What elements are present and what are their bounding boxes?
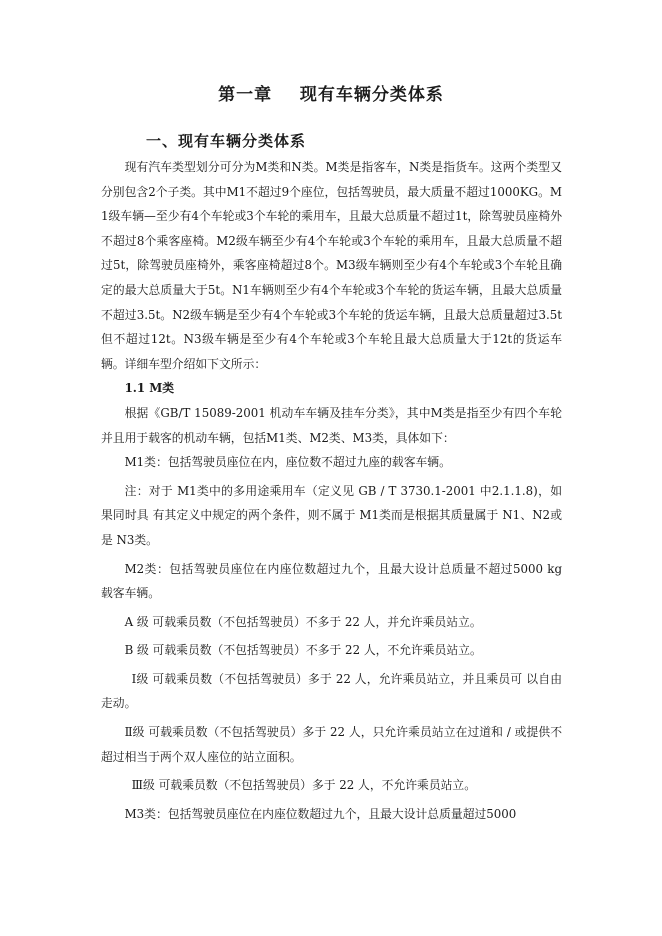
section-title: 一、现有车辆分类体系: [146, 132, 307, 150]
paragraph-class-1: Ⅰ级 可载乘员数（不包括驾驶员）多于 22 人，允许乘员站立，并且乘员可 以自由走动。: [101, 671, 562, 711]
paragraph-overview: 现有汽车类型划分可分为M类和N类。M类是指客车，N类是指货车。这两个类型又分别包含2个子类。其中M1不超过9个座位，包括驾驶员，最大质量不超过1000KG。M1级车辆—至少有4个车轮或3个车轮的乘用车，且最大总质量不超过1t，除驾驶员座椅外不超过8个乘客座椅。M2级车辆至少有4个车轮或3个车轮的乘用车，且最大总质量不超过5t，除驾驶员座椅外，乘客座椅超过8个。M3级车辆则至少有4个车轮或3个车轮且确定的最大总质量大于5t。N1车辆则至少有4个车轮或3个车轮的货运车辆，且最大总质量不超过3.5t。N2级车辆是至少有4个车轮或3个车轮的货运车辆，且最大总质量超过3.5t但不超过12t。N3级车辆是至少有4个车轮或3个车轮且最大总质量大于12t的货运车辆。详细车型介绍如下文所示：: [101, 160, 562, 371]
paragraph-note: 注：对于 M1类中的多用途乘用车（定义见 GB / T 3730.1-2001 中2.1.1.8)，如果同时具 有其定义中规定的两个条件，则不属于 M1类而是根据其质量属于 N1、N2或是 N3类。: [101, 483, 562, 547]
subsection-heading: 1.1 M类: [124, 381, 175, 396]
document-body: [101, 155, 562, 826]
paragraph-m2: M2类：包括驾驶员座位在内座位数超过九个，且最大设计总质量不超过5000 kg 载客车辆。: [101, 561, 562, 601]
paragraph-m1: M1类：包括驾驶员座位在内，座位数不超过九座的载客车辆。: [124, 455, 451, 470]
paragraph-standard: 根据《GB/T 15089-2001 机动车车辆及挂车分类》，其中M类是指至少有四个车轮并且用于载客的机动车辆，包括M1类、M2类、M3类，具体如下：: [101, 405, 562, 445]
paragraph-class-b: B 级 可载乘员数（不包括驾驶员）不多于 22 人，不允许乘员站立。: [124, 643, 482, 658]
paragraph-class-3: Ⅲ级 可载乘员数（不包括驾驶员）多于 22 人，不允许乘员站立。: [131, 778, 477, 793]
paragraph-m3: M3类：包括驾驶员座位在内座位数超过九个，且最大设计总质量超过5000: [124, 806, 517, 821]
paragraph-class-2: Ⅱ级 可载乘员数（不包括驾驶员）多于 22 人，只允许乘员站立在过道和 / 或提供不超过相当于两个双人座位的站立面积。: [101, 725, 562, 764]
paragraph-class-a: A 级 可载乘员数（不包括驾驶员）不多于 22 人，并允许乘员站立。: [124, 614, 482, 629]
chapter-title: 第一章 现有车辆分类体系: [218, 85, 444, 105]
